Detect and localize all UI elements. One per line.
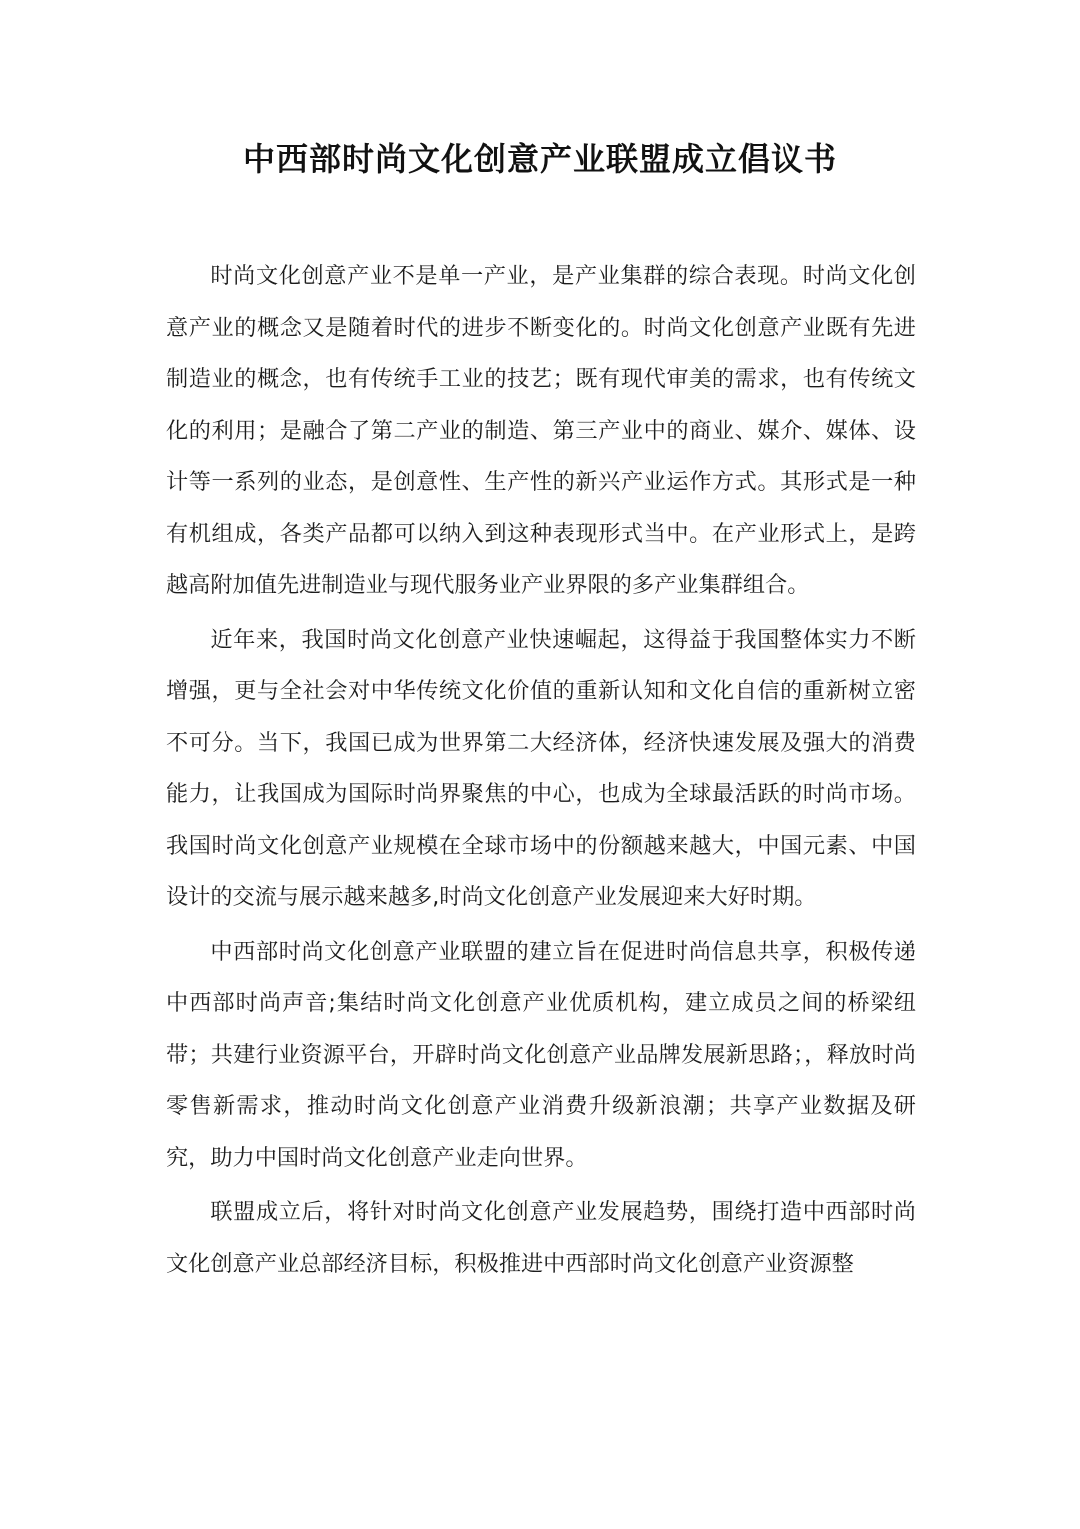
document-title: 中西部时尚文化创意产业联盟成立倡议书 bbox=[242, 140, 837, 178]
paragraph-alliance-plans: 联盟成立后，将针对时尚文化创意产业发展趋势，围绕打造中西部时尚文化创意产业总部经济目标，积极推进中西部时尚文化创意产业资源整 bbox=[166, 1199, 916, 1277]
paragraph-industry-definition: 时尚文化创意产业不是单一产业，是产业集群的综合表现。时尚文化创意产业的概念又是随着时代的进步不断变化的。时尚文化创意产业既有先进制造业的概念，也有传统手工业的技艺；既有现代审美的需求，也有传统文化的利用；是融合了第二产业的制造、第三产业中的商业、媒介、媒体、设计等一系列的业态，是创意性、生产性的新兴产业运作方式。其形式是一种有机组成，各类产品都可以纳入到这种表现形式当中。在产业形式上，是跨越高附加值先进制造业与现代服务业产业界限的多产业集群组合。 bbox=[166, 263, 916, 598]
document-body bbox=[166, 251, 916, 1293]
paragraph-alliance-purpose: 中西部时尚文化创意产业联盟的建立旨在促进时尚信息共享，积极传递中西部时尚声音;集结时尚文化创意产业优质机构，建立成员之间的桥梁纽带；共建行业资源平台，开辟时尚文化创意产业品牌发展新思路；，释放时尚零售新需求，推动时尚文化创意产业消费升级新浪潮；共享产业数据及研究，助力中国时尚文化创意产业走向世界。 bbox=[166, 938, 916, 1171]
paragraph-industry-rise: 近年来，我国时尚文化创意产业快速崛起，这得益于我国整体实力不断增强，更与全社会对中华传统文化价值的重新认知和文化自信的重新树立密不可分。当下，我国已成为世界第二大经济体，经济快速发展及强大的消费能力，让我国成为国际时尚界聚焦的中心，也成为全球最活跃的时尚市场。我国时尚文化创意产业规模在全球市场中的份额越来越大，中国元素、中国设计的交流与展示越来越多,时尚文化创意产业发展迎来大好时期。 bbox=[166, 626, 916, 910]
